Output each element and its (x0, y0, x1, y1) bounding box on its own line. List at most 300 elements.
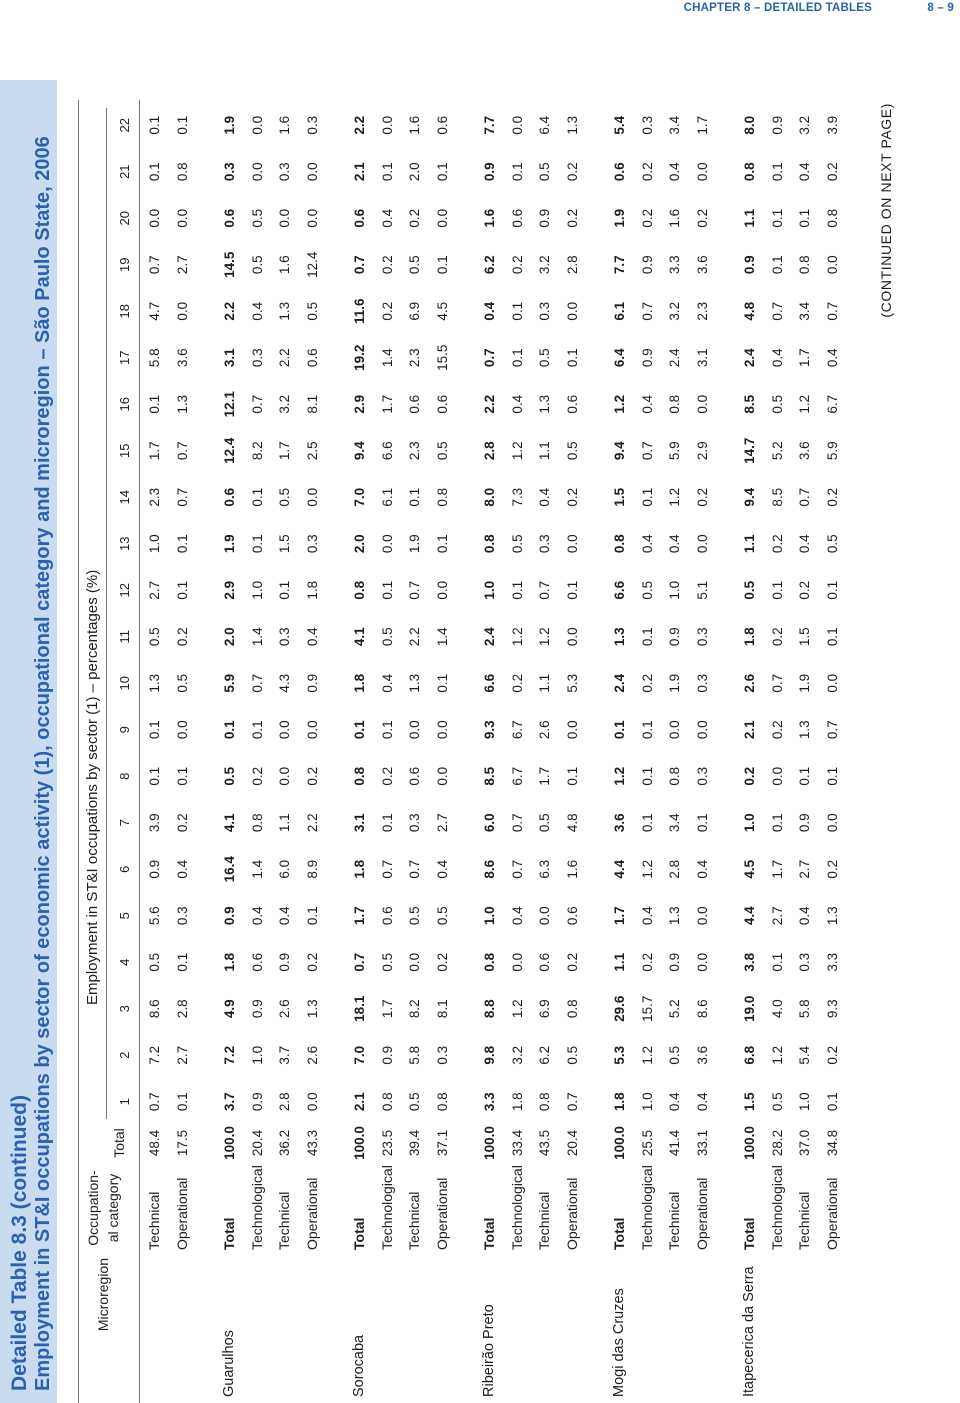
table-row (504, 100, 532, 1403)
sector-6-cell: 0.2 (824, 859, 840, 879)
sector-4-cell: 1.8 (222, 952, 237, 972)
sector-12-cell: 1.0 (249, 580, 265, 600)
microregion-cell (401, 1255, 429, 1403)
sector-21-cell: 0.4 (667, 162, 682, 182)
sector-10-cell: 0.2 (509, 673, 525, 693)
sector-17-cell: 0.7 (482, 348, 497, 368)
sector-10-cell: 0.0 (824, 673, 840, 693)
sector-14-cell: 0.1 (639, 487, 655, 507)
sector-8-cell: 0.1 (147, 766, 162, 786)
sector-7-cell: 0.1 (379, 813, 395, 833)
sector-17-cell: 19.2 (352, 344, 367, 371)
sector-5-cell: 2.7 (769, 906, 785, 926)
sector-10-cell: 0.7 (769, 673, 785, 693)
sector-6-cell: 1.2 (639, 859, 655, 879)
table-title: Detailed Table 8.3 (continued) (8, 1095, 31, 1391)
occupational-category-cell: Technical (146, 1191, 162, 1250)
sector-12-cell: 0.8 (352, 580, 367, 600)
sector-9-cell: 1.3 (797, 720, 812, 740)
sector-16-cell: 1.2 (612, 394, 627, 414)
sector-6-cell: 0.4 (694, 859, 710, 879)
sector-6-cell: 4.5 (742, 859, 757, 879)
sector-16-cell: 1.2 (797, 394, 812, 414)
sector-11-cell: 1.2 (509, 627, 525, 647)
sector-21-cell: 2.1 (352, 162, 367, 182)
occupational-category-cell: Technological (378, 1165, 395, 1250)
sector-11-cell: 1.2 (537, 627, 552, 647)
occupational-category-cell: Technical (796, 1191, 812, 1250)
sector-8-cell: 0.0 (769, 766, 785, 786)
sector-13-cell: 1.9 (222, 534, 237, 554)
sector-22-cell: 0.6 (434, 115, 450, 135)
sector-19-cell: 2.7 (174, 255, 190, 275)
sector-18-cell: 3.2 (667, 301, 682, 321)
sector-19-cell: 7.7 (612, 255, 627, 275)
sector-header-3: 3 (117, 1005, 132, 1013)
microregion-cell (244, 1255, 272, 1403)
sector-16-cell: 0.4 (509, 394, 525, 414)
sector-19-cell: 14.5 (222, 251, 237, 278)
microregion-cell (169, 1255, 197, 1403)
sector-13-cell: 0.1 (249, 534, 265, 554)
sector-8-cell: 0.8 (352, 766, 367, 786)
sector-15-cell: 1.2 (509, 441, 525, 461)
sector-14-cell: 2.3 (147, 487, 162, 507)
sector-8-cell: 0.2 (249, 766, 265, 786)
sector-1-cell: 0.7 (564, 1092, 580, 1112)
sector-2-cell: 5.4 (797, 1045, 812, 1065)
sector-3-cell: 9.3 (824, 999, 840, 1019)
title-band (0, 80, 57, 1403)
sector-2-cell: 0.5 (667, 1045, 682, 1065)
sector-17-cell: 0.9 (639, 348, 655, 368)
sector-9-cell: 0.7 (824, 720, 840, 740)
sector-7-cell: 0.5 (537, 813, 552, 833)
sector-22-cell: 1.7 (694, 115, 710, 135)
continued-note: (CONTINUED ON NEXT PAGE) (878, 103, 894, 318)
sector-12-cell: 1.8 (304, 580, 320, 600)
sector-14-cell: 0.2 (564, 487, 580, 507)
occupational-category-cell: Operational (303, 1177, 320, 1250)
sector-20-cell: 0.2 (407, 208, 422, 228)
sector-11-cell: 1.4 (249, 627, 265, 647)
sector-20-cell: 1.9 (612, 208, 627, 228)
sector-21-cell: 0.9 (482, 162, 497, 182)
sector-9-cell: 0.0 (174, 720, 190, 740)
sector-4-cell: 0.0 (407, 952, 422, 972)
sector-14-cell: 0.7 (174, 487, 190, 507)
sector-7-cell: 0.7 (509, 813, 525, 833)
sector-11-cell: 1.4 (434, 627, 450, 647)
table-row (299, 100, 327, 1403)
sector-6-cell: 8.9 (304, 859, 320, 879)
microregion-cell: Mogi das Cruzes (611, 1288, 627, 1397)
sector-6-cell: 8.6 (482, 859, 497, 879)
sector-8-cell: 0.1 (824, 766, 840, 786)
sector-14-cell: 0.5 (277, 487, 292, 507)
sector-7-cell: 0.9 (797, 813, 812, 833)
sector-header-12: 12 (117, 583, 132, 598)
sector-16-cell: 2.9 (352, 394, 367, 414)
microregion-cell (271, 1255, 299, 1403)
sector-7-cell: 2.7 (434, 813, 450, 833)
sector-1-cell: 0.7 (147, 1092, 162, 1112)
sector-4-cell: 0.8 (482, 952, 497, 972)
sector-16-cell: 0.8 (667, 394, 682, 414)
total-cell: 33.4 (509, 1129, 525, 1157)
sector-1-cell: 0.8 (379, 1092, 395, 1112)
sector-9-cell: 0.0 (407, 720, 422, 740)
occupational-category-cell: Operational (433, 1177, 450, 1250)
sector-14-cell: 0.6 (222, 487, 237, 507)
sector-10-cell: 2.4 (612, 673, 627, 693)
sector-20-cell: 0.2 (639, 208, 655, 228)
sector-14-cell: 0.8 (434, 487, 450, 507)
sector-10-cell: 1.8 (352, 673, 367, 693)
sector-9-cell: 0.1 (147, 720, 162, 740)
sector-6-cell: 0.4 (434, 859, 450, 879)
sector-header-18: 18 (117, 304, 132, 319)
sector-20-cell: 0.6 (509, 208, 525, 228)
sector-19-cell: 0.2 (379, 255, 395, 275)
occupational-category-cell: Technological (638, 1165, 655, 1250)
sector-5-cell: 0.0 (694, 906, 710, 926)
sector-16-cell: 0.0 (694, 394, 710, 414)
sector-header-1: 1 (117, 1098, 132, 1106)
sector-header-15: 15 (117, 443, 132, 458)
sector-9-cell: 0.1 (612, 720, 627, 740)
sector-5-cell: 1.3 (667, 906, 682, 926)
sector-20-cell: 0.0 (147, 208, 162, 228)
occupational-category-cell: Total (611, 1217, 627, 1250)
total-cell: 17.5 (174, 1129, 190, 1157)
sector-12-cell: 0.7 (407, 580, 422, 600)
sector-21-cell: 0.4 (797, 162, 812, 182)
sector-header-16: 16 (117, 397, 132, 412)
sector-1-cell: 0.9 (249, 1092, 265, 1112)
occupational-category-cell: Technical (666, 1191, 682, 1250)
sector-6-cell: 0.7 (379, 859, 395, 879)
sector-22-cell: 0.1 (174, 115, 190, 135)
sector-15-cell: 9.4 (612, 441, 627, 461)
sector-17-cell: 2.4 (667, 348, 682, 368)
sector-10-cell: 1.1 (537, 673, 552, 693)
sector-13-cell: 2.0 (352, 534, 367, 554)
sector-19-cell: 0.1 (434, 255, 450, 275)
sector-1-cell: 1.8 (509, 1092, 525, 1112)
sector-19-cell: 3.2 (537, 255, 552, 275)
sector-2-cell: 3.7 (277, 1045, 292, 1065)
sector-10-cell: 0.2 (639, 673, 655, 693)
sector-19-cell: 0.0 (824, 255, 840, 275)
sector-header-11: 11 (117, 630, 132, 644)
sector-7-cell: 0.1 (769, 813, 785, 833)
sector-13-cell: 0.0 (564, 534, 580, 554)
sector-20-cell: 0.9 (537, 208, 552, 228)
sector-3-cell: 0.8 (564, 999, 580, 1019)
sector-9-cell: 2.1 (742, 720, 757, 740)
sector-8-cell: 0.0 (434, 766, 450, 786)
sector-20-cell: 0.0 (277, 208, 292, 228)
sector-6-cell: 1.6 (564, 859, 580, 879)
sector-3-cell: 2.6 (277, 999, 292, 1019)
sector-5-cell: 1.3 (824, 906, 840, 926)
sector-14-cell: 0.2 (694, 487, 710, 507)
sector-22-cell: 3.4 (667, 115, 682, 135)
sector-8-cell: 0.1 (639, 766, 655, 786)
sector-17-cell: 2.4 (742, 348, 757, 368)
occupational-category-cell: Technical (536, 1191, 552, 1250)
sector-3-cell: 1.7 (379, 999, 395, 1019)
sector-15-cell: 12.4 (222, 437, 237, 464)
sector-11-cell: 0.5 (379, 627, 395, 647)
sector-20-cell: 1.6 (482, 208, 497, 228)
sector-18-cell: 4.8 (742, 301, 757, 321)
sector-4-cell: 0.9 (667, 952, 682, 972)
total-cell: 100.0 (352, 1126, 367, 1160)
sector-14-cell: 8.5 (769, 487, 785, 507)
sector-18-cell: 4.5 (434, 301, 450, 321)
sector-header-13: 13 (117, 536, 132, 551)
sector-22-cell: 1.6 (277, 115, 292, 135)
sector-18-cell: 0.7 (769, 301, 785, 321)
sector-12-cell: 0.5 (742, 580, 757, 600)
sector-number-row (117, 102, 133, 1125)
table-row (634, 100, 662, 1403)
occupational-category-cell: Technological (768, 1165, 785, 1250)
sector-3-cell: 2.8 (174, 999, 190, 1019)
sector-16-cell: 8.5 (742, 394, 757, 414)
sector-10-cell: 0.9 (304, 673, 320, 693)
sector-21-cell: 0.1 (434, 162, 450, 182)
sector-21-cell: 0.0 (694, 162, 710, 182)
group-spacer (586, 100, 606, 1403)
sector-3-cell: 4.0 (769, 999, 785, 1019)
sector-3-cell: 8.6 (147, 999, 162, 1019)
sector-18-cell: 0.4 (249, 301, 265, 321)
sector-10-cell: 2.6 (742, 673, 757, 693)
table-row (374, 100, 402, 1403)
sector-6-cell: 0.7 (407, 859, 422, 879)
microregion-cell (661, 1255, 689, 1403)
sector-22-cell: 0.3 (639, 115, 655, 135)
sector-18-cell: 6.9 (407, 301, 422, 321)
sector-20-cell: 0.2 (564, 208, 580, 228)
sector-17-cell: 2.2 (277, 348, 292, 368)
sector-7-cell: 3.6 (612, 813, 627, 833)
sector-3-cell: 5.8 (797, 999, 812, 1019)
sector-12-cell: 0.1 (174, 580, 190, 600)
sector-18-cell: 4.7 (147, 301, 162, 321)
sector-18-cell: 0.0 (174, 301, 190, 321)
sector-16-cell: 0.4 (639, 394, 655, 414)
total-cell: 23.5 (379, 1129, 395, 1157)
sector-4-cell: 0.3 (797, 952, 812, 972)
sector-13-cell: 1.1 (742, 534, 757, 554)
sector-11-cell: 0.1 (824, 627, 840, 647)
sector-14-cell: 1.2 (667, 487, 682, 507)
occupational-category-cell: Total (741, 1217, 757, 1250)
sector-1-cell: 0.5 (407, 1092, 422, 1112)
total-cell: 43.5 (537, 1129, 552, 1157)
sector-15-cell: 9.4 (352, 441, 367, 461)
sector-22-cell: 1.9 (222, 115, 237, 135)
sector-4-cell: 0.2 (639, 952, 655, 972)
sector-1-cell: 0.8 (434, 1092, 450, 1112)
total-cell: 48.4 (147, 1129, 162, 1157)
sector-12-cell: 0.1 (564, 580, 580, 600)
sector-5-cell: 0.6 (379, 906, 395, 926)
sector-20-cell: 0.6 (222, 208, 237, 228)
occupational-category-cell: Total (481, 1217, 497, 1250)
sector-5-cell: 0.4 (797, 906, 812, 926)
sector-15-cell: 5.2 (769, 441, 785, 461)
table-row (689, 100, 717, 1403)
sector-5-cell: 5.6 (147, 906, 162, 926)
sector-17-cell: 0.5 (537, 348, 552, 368)
sector-11-cell: 0.5 (147, 627, 162, 647)
sector-15-cell: 2.9 (694, 441, 710, 461)
sector-16-cell: 0.7 (249, 394, 265, 414)
sector-2-cell: 0.5 (564, 1045, 580, 1065)
sector-9-cell: 0.0 (564, 720, 580, 740)
sector-5-cell: 0.5 (407, 906, 422, 926)
sector-20-cell: 0.5 (249, 208, 265, 228)
total-cell: 41.4 (667, 1129, 682, 1157)
sector-2-cell: 5.3 (612, 1045, 627, 1065)
sector-19-cell: 0.7 (147, 255, 162, 275)
sector-17-cell: 1.4 (379, 348, 395, 368)
sector-2-cell: 3.6 (694, 1045, 710, 1065)
sector-14-cell: 7.0 (352, 487, 367, 507)
sector-18-cell: 0.5 (304, 301, 320, 321)
sector-1-cell: 0.0 (304, 1092, 320, 1112)
sector-18-cell: 0.3 (537, 301, 552, 321)
sector-14-cell: 9.4 (742, 487, 757, 507)
sector-7-cell: 4.8 (564, 813, 580, 833)
sector-9-cell: 6.7 (509, 720, 525, 740)
sector-12-cell: 0.0 (434, 580, 450, 600)
sector-1-cell: 0.1 (824, 1092, 840, 1112)
microregion-cell (429, 1255, 457, 1403)
sector-12-cell: 1.0 (667, 580, 682, 600)
sector-22-cell: 3.2 (797, 115, 812, 135)
sector-8-cell: 0.6 (407, 766, 422, 786)
sector-7-cell: 0.1 (694, 813, 710, 833)
sector-2-cell: 1.2 (769, 1045, 785, 1065)
sector-9-cell: 0.0 (304, 720, 320, 740)
sector-5-cell: 0.4 (249, 906, 265, 926)
table-row (661, 100, 689, 1403)
group-spacer (326, 100, 346, 1403)
sector-22-cell: 0.3 (304, 115, 320, 135)
sector-6-cell: 6.3 (537, 859, 552, 879)
table-top-rule (78, 100, 79, 1403)
sector-18-cell: 3.4 (797, 301, 812, 321)
sector-4-cell: 0.9 (277, 952, 292, 972)
sector-5-cell: 0.0 (537, 906, 552, 926)
sector-4-cell: 3.8 (742, 952, 757, 972)
sector-9-cell: 0.0 (667, 720, 682, 740)
sector-13-cell: 0.8 (612, 534, 627, 554)
sector-7-cell: 0.8 (249, 813, 265, 833)
sector-5-cell: 0.4 (509, 906, 525, 926)
sector-1-cell: 1.0 (639, 1092, 655, 1112)
sector-10-cell: 6.6 (482, 673, 497, 693)
sector-15-cell: 1.7 (147, 441, 162, 461)
table-row (216, 100, 244, 1403)
sector-header-2: 2 (117, 1051, 132, 1059)
sector-12-cell: 0.1 (277, 580, 292, 600)
sector-16-cell: 0.6 (407, 394, 422, 414)
sector-18-cell: 11.6 (352, 298, 367, 325)
sector-19-cell: 0.9 (742, 255, 757, 275)
sector-22-cell: 7.7 (482, 115, 497, 135)
sector-10-cell: 0.1 (434, 673, 450, 693)
sector-11-cell: 0.2 (769, 627, 785, 647)
sector-22-cell: 0.0 (249, 115, 265, 135)
sector-9-cell: 2.6 (537, 720, 552, 740)
sector-18-cell: 0.0 (564, 301, 580, 321)
sector-21-cell: 0.3 (277, 162, 292, 182)
sector-10-cell: 5.9 (222, 673, 237, 693)
sector-header-10: 10 (117, 676, 132, 691)
sector-13-cell: 1.0 (147, 534, 162, 554)
sector-20-cell: 0.4 (379, 208, 395, 228)
sector-13-cell: 1.5 (277, 534, 292, 554)
sector-22-cell: 0.9 (769, 115, 785, 135)
sector-21-cell: 0.1 (769, 162, 785, 182)
sector-14-cell: 6.1 (379, 487, 395, 507)
sector-1-cell: 1.5 (742, 1092, 757, 1112)
sector-16-cell: 6.7 (824, 394, 840, 414)
sector-15-cell: 5.9 (667, 441, 682, 461)
sector-6-cell: 2.8 (667, 859, 682, 879)
sector-21-cell: 0.1 (509, 162, 525, 182)
header-sector-group: Employment in ST&I occupations by sector (1) – percentages (%) (84, 569, 101, 1005)
sector-7-cell: 2.2 (304, 813, 320, 833)
header-occupational-category-line-1: Occupation- (85, 1170, 101, 1246)
sector-7-cell: 0.0 (824, 813, 840, 833)
total-cell: 36.2 (277, 1129, 292, 1157)
sector-header-6: 6 (117, 865, 132, 873)
sector-13-cell: 0.4 (797, 534, 812, 554)
sector-8-cell: 0.8 (667, 766, 682, 786)
sector-19-cell: 1.6 (277, 255, 292, 275)
sector-22-cell: 0.0 (509, 115, 525, 135)
microregion-cell (559, 1255, 587, 1403)
sector-18-cell: 2.2 (222, 301, 237, 321)
header-total: Total (111, 1128, 127, 1158)
sector-3-cell: 15.7 (639, 995, 655, 1022)
sector-17-cell: 3.1 (694, 348, 710, 368)
sector-3-cell: 8.2 (407, 999, 422, 1019)
sector-11-cell: 2.4 (482, 627, 497, 647)
sector-17-cell: 0.1 (509, 348, 525, 368)
sector-header-7: 7 (117, 819, 132, 827)
sector-21-cell: 0.2 (824, 162, 840, 182)
sector-3-cell: 6.9 (537, 999, 552, 1019)
sector-16-cell: 0.6 (564, 394, 580, 414)
sector-12-cell: 0.2 (797, 580, 812, 600)
sector-18-cell: 0.7 (639, 301, 655, 321)
sector-15-cell: 0.7 (639, 441, 655, 461)
sector-1-cell: 2.8 (277, 1092, 292, 1112)
sector-2-cell: 0.9 (379, 1045, 395, 1065)
sector-2-cell: 1.0 (249, 1045, 265, 1065)
sector-19-cell: 0.8 (797, 255, 812, 275)
sector-8-cell: 0.2 (742, 766, 757, 786)
